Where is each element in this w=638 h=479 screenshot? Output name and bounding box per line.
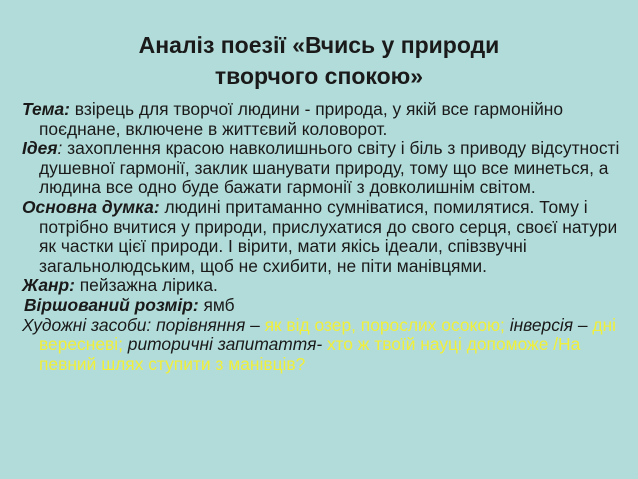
paragraph-tema xyxy=(22,100,622,139)
paragraph-ideya xyxy=(22,139,622,198)
zasoby-term3: риторичні запитаття- xyxy=(122,334,323,355)
zasoby-term2: інверсія xyxy=(504,314,574,335)
tema-label: Тема: xyxy=(22,99,70,119)
zasoby-example1: як від озер, порослих осокою; xyxy=(264,314,505,335)
zasoby-example2: дні вересневі; xyxy=(39,314,617,355)
rozmir-text: ямб xyxy=(198,294,235,315)
zasoby-dash1: – xyxy=(245,314,265,335)
paragraph-zasoby xyxy=(22,316,622,375)
ideya-colon: : xyxy=(57,138,63,159)
tema-text: взірець для творчої людини - природа, у якій все гармонійно поєднане, включене в життєвий коловорот. xyxy=(39,99,564,139)
slide-title xyxy=(0,30,638,92)
paragraph-rozmir xyxy=(22,296,622,316)
paragraph-osnovna-dumka xyxy=(22,198,622,276)
osnovna-label: Основна думка: xyxy=(22,196,160,217)
rozmir-label: Віршований розмір: xyxy=(24,294,199,315)
zasoby-example3: хто ж твоїй науці допоможе /На певний шлях ступити з манівців? xyxy=(39,334,581,374)
zasoby-dash2: – xyxy=(573,314,593,335)
zhanr-label: Жанр: xyxy=(22,275,75,296)
osnovna-text: людині притаманно сумніватися, помилятися. Тому і потрібно вчитися у природи, прислухатися до свого серця, своєї натури як частки цієї природи. І вірити, мати якісь ідеали, співзвучні загальнолюдським, щоб не схибити, не піти манівцями. xyxy=(39,196,618,276)
zhanr-text: пейзажна лірика. xyxy=(74,275,218,296)
slide-content xyxy=(22,100,622,374)
ideya-text: захоплення красою навколишнього світу і біль з приводу відсутності душевної гармонії, заклик шанувати природу, тому що все минеться, а людина все одно буде бажати гармонії з довколишнім світом. xyxy=(39,138,620,198)
slide-title-line2: творчого спокою» xyxy=(214,63,424,89)
zasoby-intro: Художні засоби: порівняння xyxy=(22,314,246,335)
slide-title-line1: Аналіз поезії «Вчись у природи xyxy=(138,32,500,58)
ideya-label: Ідея xyxy=(22,138,58,159)
paragraph-zhanr xyxy=(22,276,622,296)
